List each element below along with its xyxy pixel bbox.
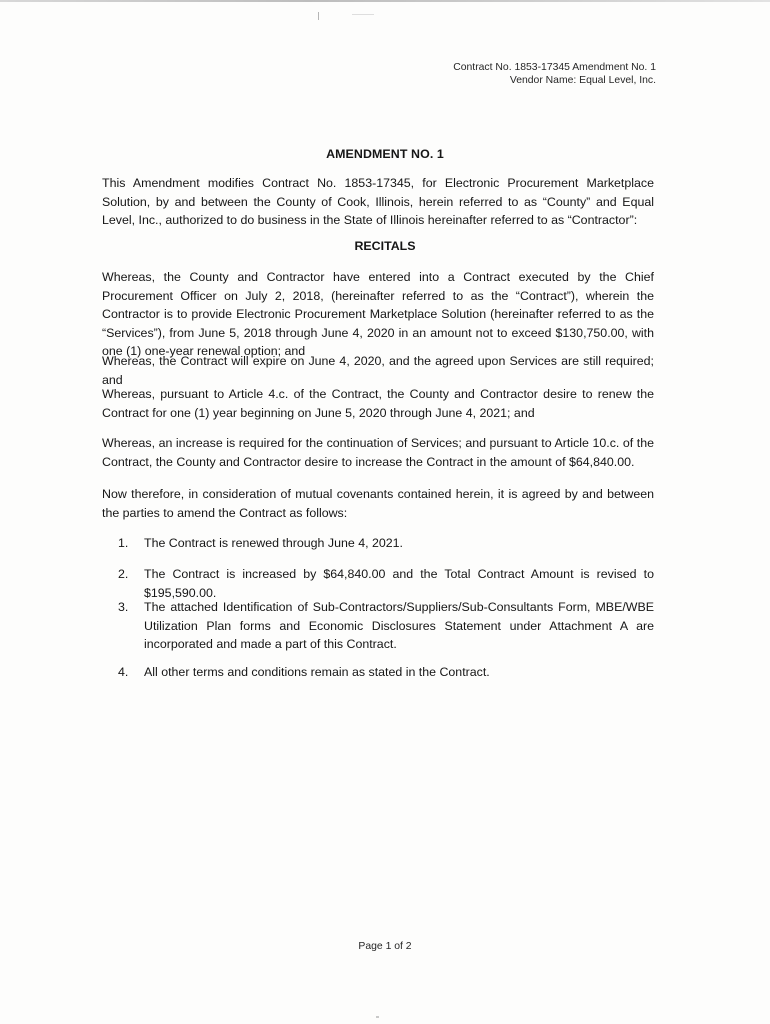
list-number: 2. xyxy=(118,567,129,581)
list-text: The attached Identification of Sub-Contractors/Suppliers/Sub-Consultants Form, MBE/WBE Utilization Plan forms and Economic Disclosures Statement under Attachment A are incorporated and made a part of this Contract. xyxy=(144,600,654,651)
list-text: The Contract is increased by $64,840.00 and the Total Contract Amount is revised to $195,590.00. xyxy=(144,567,654,600)
recital-paragraph: Whereas, pursuant to Article 4.c. of the Contract, the County and Contractor desire to renew the Contract for one (1) year beginning on June 5, 2020 through June 4, 2021; and xyxy=(102,387,654,420)
recitals-heading: RECITALS xyxy=(354,239,416,253)
intro-paragraph: This Amendment modifies Contract No. 1853-17345, for Electronic Procurement Marketplace Solution, by and between the County of Cook, Illinois, herein referred to as “County” and Equal Level, Inc., authorized to do business in the State of Illinois hereinafter referred to as “Contractor”: xyxy=(102,176,654,227)
list-number: 3. xyxy=(118,600,129,614)
scan-mark xyxy=(352,14,374,15)
document-title: AMENDMENT NO. 1 xyxy=(326,147,444,161)
scan-mark xyxy=(376,1016,379,1018)
contract-number: Contract No. 1853-17345 Amendment No. 1 xyxy=(453,62,656,73)
contract-header xyxy=(453,61,656,87)
vendor-name: Vendor Name: Equal Level, Inc. xyxy=(509,75,656,86)
scan-mark xyxy=(318,12,319,20)
recital-paragraph: Whereas, the County and Contractor have entered into a Contract executed by the Chief Procurement Officer on July 2, 2018, (hereinafter referred to as the “Contract”), wherein the Contractor is to provide Electronic Procurement Marketplace Solution (hereinafter referred to as the “Services”), from June 5, 2018 through June 4, 2020 in an amount not to exceed $130,750.00, with one (1) one-year renewal option; and xyxy=(102,270,654,358)
list-text: All other terms and conditions remain as stated in the Contract. xyxy=(144,665,490,679)
page-number: Page 1 of 2 xyxy=(358,941,412,952)
recital-paragraph: Whereas, the Contract will expire on June 4, 2020, and the agreed upon Services are still required; and xyxy=(102,354,654,387)
now-therefore-paragraph: Now therefore, in consideration of mutual covenants contained herein, it is agreed by and between the parties to amend the Contract as follows: xyxy=(102,487,654,520)
list-number: 1. xyxy=(118,536,129,550)
recital-paragraph: Whereas, an increase is required for the continuation of Services; and pursuant to Article 10.c. of the Contract, the County and Contractor desire to increase the Contract in the amount of $64,840.00. xyxy=(102,436,654,469)
scan-edge xyxy=(0,0,770,2)
list-text: The Contract is renewed through June 4, 2021. xyxy=(144,536,403,550)
list-number: 4. xyxy=(118,665,129,679)
